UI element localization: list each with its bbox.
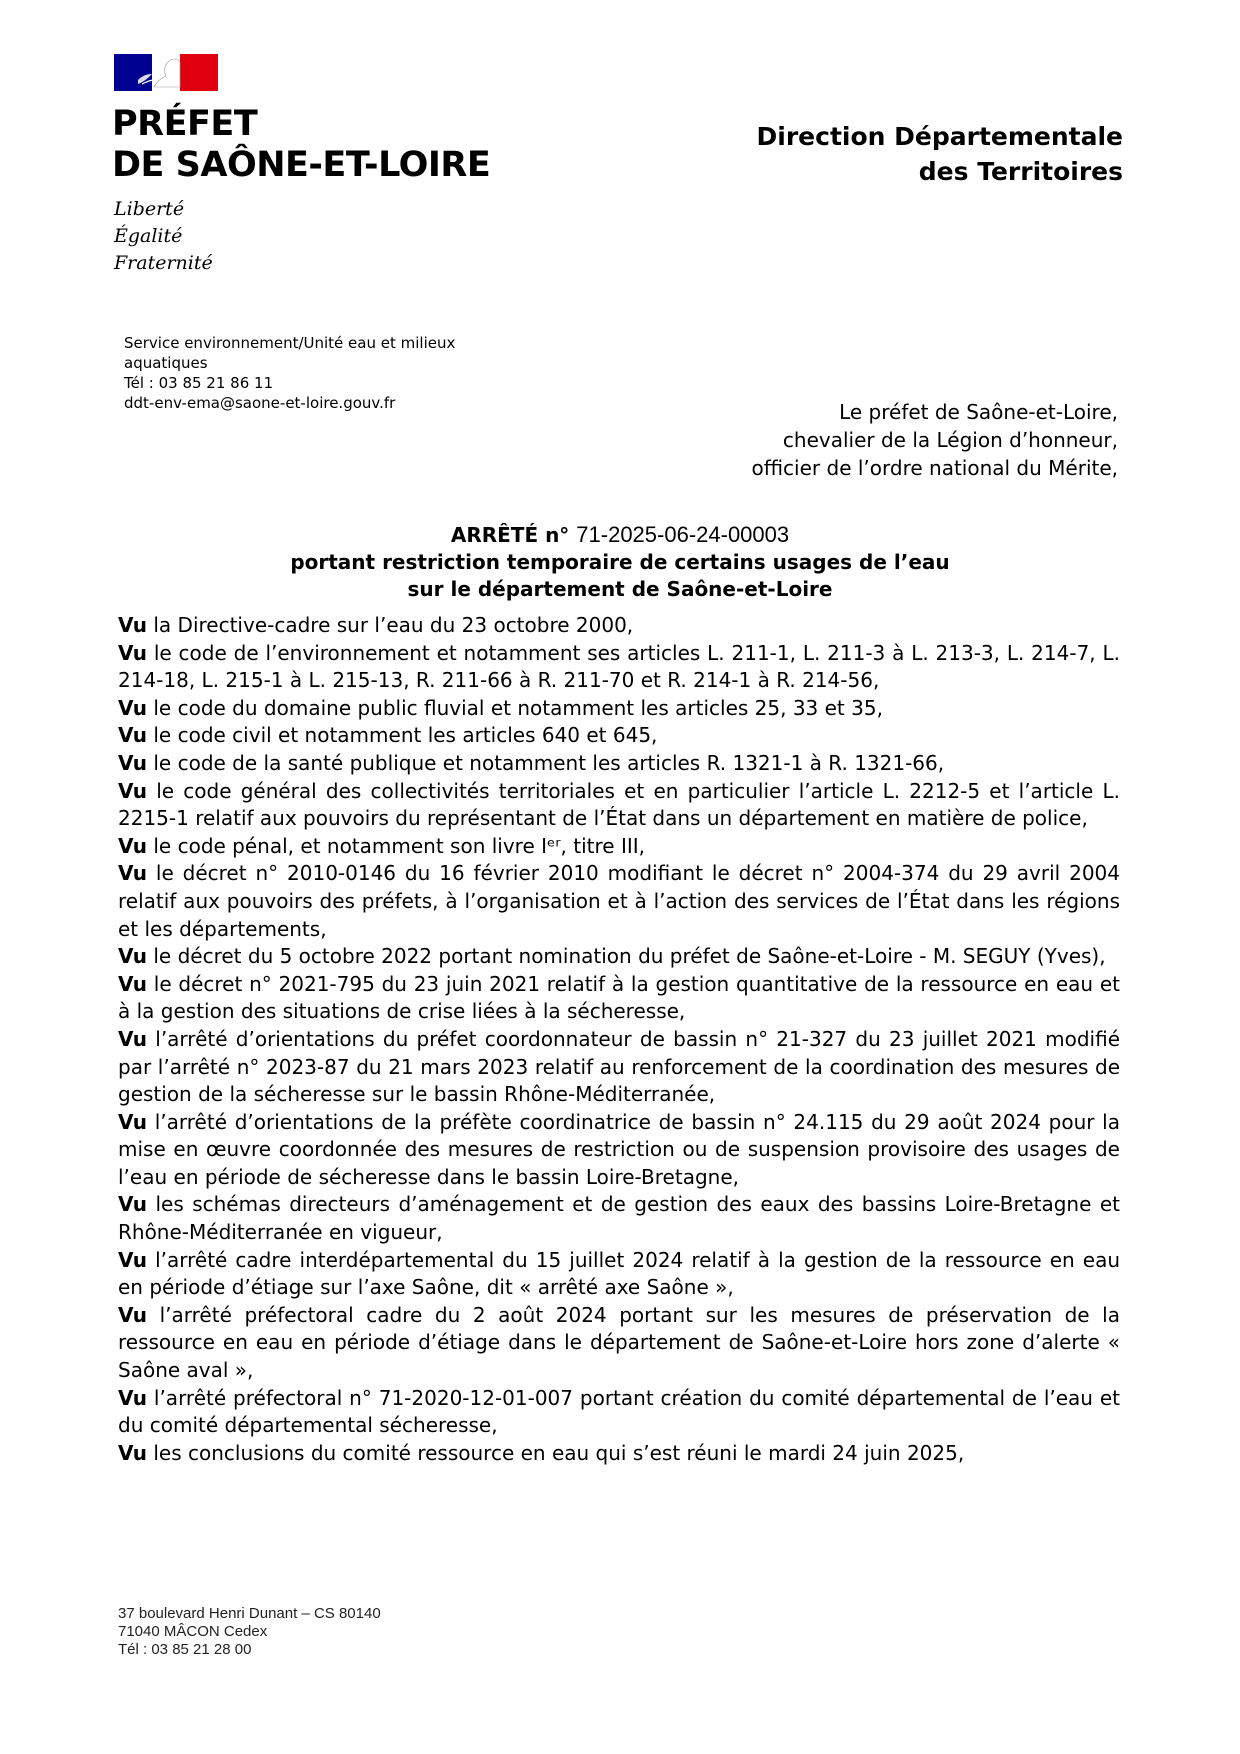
arrete-subtitle-2: sur le département de Saône-et-Loire <box>407 577 833 601</box>
vu-text: l’arrêté d’orientations de la préfète coordinatrice de bassin n° 24.115 du 29 août 2024 pour la mise en œuvre coordonnée des mesures de restriction ou de suspension provisoire des usages de l’eau en période de sécheresse dans le bassin Loire-Bretagne, <box>118 1109 1120 1189</box>
footer-line-3: Tél : 03 85 21 28 00 <box>118 1641 252 1658</box>
logo-line-2: DE SAÔNE-ET-LOIRE <box>112 145 491 185</box>
vu-text: le code de l’environnement et notamment ses articles L. 211-1, L. 211-3 à L. 213-3, L. 214-7, L. 214-18, L. 215-1 à L. 215-13, R. 211-66 à R. 211-70 et R. 214-1 à R. 214-56, <box>118 640 1120 693</box>
service-contact-block <box>124 333 504 413</box>
service-email: ddt-env-ema@saone-et-loire.gouv.fr <box>124 394 396 412</box>
vu-label: Vu <box>118 1440 148 1465</box>
vu-text: le décret du 5 octobre 2022 portant nomination du préfet de Saône-et-Loire - M. SEGUY (Yves), <box>147 944 1106 969</box>
vu-label: Vu <box>118 613 148 637</box>
vu-item <box>118 1302 1120 1385</box>
vu-text: les schémas directeurs d’aménagement et de gestion des eaux des bassins Loire-Bretagne et Rhône-Méditerranée en vigueur, <box>118 1192 1120 1245</box>
vu-item <box>118 750 1120 778</box>
prefect-title-block <box>751 398 1118 482</box>
vu-label: Vu <box>118 1302 148 1327</box>
vu-label: Vu <box>118 861 148 886</box>
prefect-line-3: officier de l’ordre national du Mérite, <box>751 456 1118 480</box>
vu-item <box>118 1109 1120 1192</box>
prefect-line-1: Le préfet de Saône-et-Loire, <box>839 400 1118 424</box>
direction-line-1: Direction Départementale <box>756 122 1123 151</box>
motto-liberte: Liberté <box>114 198 185 220</box>
vu-considerations-list <box>118 612 1120 1467</box>
vu-item <box>118 860 1120 943</box>
vu-item <box>118 612 1120 640</box>
direction-line-2: des Territoires <box>918 157 1123 186</box>
arrete-number: 71-2025-06-24-00003 <box>576 522 790 547</box>
arrete-subtitle-1: portant restriction temporaire de certains usages de l’eau <box>290 550 950 574</box>
direction-heading <box>757 119 1123 189</box>
service-line-2: aquatiques <box>124 354 208 372</box>
vu-item <box>118 1191 1120 1246</box>
arrete-label: ARRÊTÉ n° <box>450 523 570 547</box>
vu-label: Vu <box>118 778 148 803</box>
footer-line-1: 37 boulevard Henri Dunant – CS 80140 <box>118 1605 381 1622</box>
vu-label: Vu <box>118 1192 148 1217</box>
vu-text: l’arrêté cadre interdépartemental du 15 juillet 2024 relatif à la gestion de la ressource en eau en période d’étiage sur l’axe Saône, dit « arrêté axe Saône », <box>118 1247 1120 1300</box>
vu-label: Vu <box>118 723 148 748</box>
vu-item <box>118 1440 1120 1468</box>
arrete-heading <box>0 521 1240 603</box>
page-footer-address <box>118 1605 381 1659</box>
footer-line-2: 71040 MÂCON Cedex <box>118 1623 268 1640</box>
vu-item <box>118 971 1120 1026</box>
vu-text: le code de la santé publique et notamment les articles R. 1321-1 à R. 1321-66, <box>147 750 945 775</box>
vu-text: les conclusions du comité ressource en eau qui s’est réuni le mardi 24 juin 2025, <box>147 1440 965 1465</box>
motto-fraternite: Fraternité <box>114 252 213 274</box>
motto-egalite: Égalité <box>114 225 183 247</box>
service-line-1: Service environnement/Unité eau et milieux <box>124 334 456 352</box>
vu-item <box>118 1385 1120 1440</box>
vu-label: Vu <box>118 833 148 858</box>
vu-label: Vu <box>118 1385 148 1410</box>
vu-item <box>118 640 1120 695</box>
vu-text: le décret n° 2010-0146 du 16 février 2010 modifiant le décret n° 2004-374 du 29 avril 2004 relatif aux pouvoirs des préfets, à l’organisation et à l’action des services de l’État dans les régions et les départements, <box>118 861 1120 941</box>
vu-text: le décret n° 2021-795 du 23 juin 2021 relatif à la gestion quantitative de la ressource en eau et à la gestion des situations de crise liées à la sécheresse, <box>118 971 1120 1024</box>
vu-label: Vu <box>118 1247 148 1272</box>
vu-item <box>118 943 1120 971</box>
vu-item <box>118 695 1120 723</box>
logo-line-1: PRÉFET <box>112 104 258 144</box>
vu-item <box>118 1247 1120 1302</box>
vu-item <box>118 778 1120 833</box>
vu-label: Vu <box>118 695 148 720</box>
vu-label: Vu <box>118 1109 148 1134</box>
vu-text: le code civil et notamment les articles 640 et 645, <box>147 723 658 748</box>
vu-text: l’arrêté d’orientations du préfet coordonnateur de bassin n° 21-327 du 23 juillet 2021 modifié par l’arrêté n° 2023-87 du 21 mars 2023 relatif au renforcement de la coordination des mesures de gestion de la sécheresse sur le bassin Rhône-Méditerranée, <box>118 1026 1120 1107</box>
vu-text: le code du domaine public fluvial et notamment les articles 25, 33 et 35, <box>147 695 883 720</box>
vu-item <box>118 833 1120 861</box>
vu-item <box>118 722 1120 750</box>
prefet-logo-text <box>112 104 490 186</box>
arrete-number-line <box>0 521 1240 549</box>
vu-text: le code pénal, et notamment son livre Iᵉʳ, titre III, <box>147 833 645 858</box>
vu-text: le code général des collectivités territoriales et en particulier l’article L. 2212-5 et l’article L. 2215-1 relatif aux pouvoirs du représentant de l’État dans un département en matière de police, <box>118 778 1120 831</box>
vu-label: Vu <box>118 971 148 996</box>
vu-text: l’arrêté préfectoral n° 71-2020-12-01-007 portant création du comité départemental de l’eau et du comité départemental sécheresse, <box>118 1385 1120 1438</box>
service-phone: Tél : 03 85 21 86 11 <box>124 374 274 392</box>
vu-text: la Directive-cadre sur l’eau du 23 octobre 2000, <box>147 613 634 637</box>
vu-label: Vu <box>118 640 148 665</box>
vu-item <box>118 1026 1120 1109</box>
vu-label: Vu <box>118 750 148 775</box>
vu-label: Vu <box>118 1026 148 1051</box>
vu-text: l’arrêté préfectoral cadre du 2 août 2024 portant sur les mesures de préservation de la ressource en eau en période d’étiage dans le département de Saône-et-Loire hors zone d’alerte « Saône aval », <box>118 1302 1120 1383</box>
vu-label: Vu <box>118 944 148 969</box>
prefect-line-2: chevalier de la Légion d’honneur, <box>782 428 1118 452</box>
republique-flag-logo <box>114 54 218 91</box>
republic-motto <box>114 196 213 277</box>
